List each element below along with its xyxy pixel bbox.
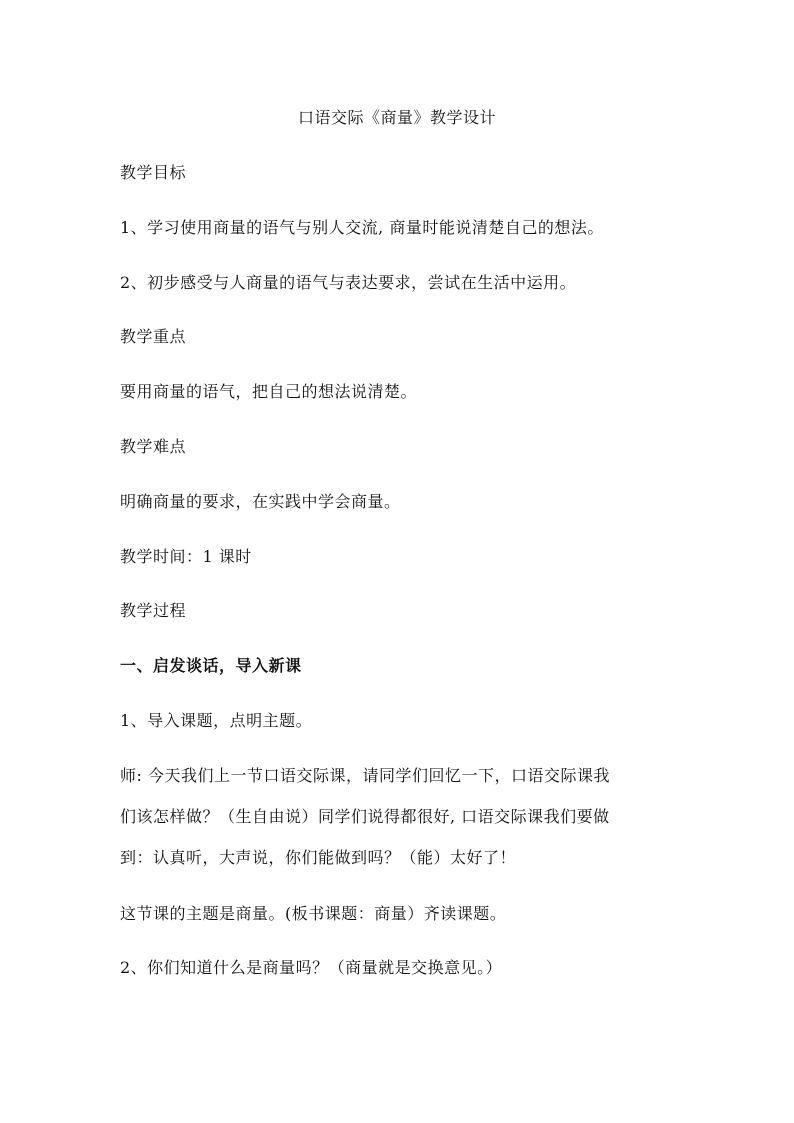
- paragraph: 要用商量的语气，把自己的想法说清楚。: [120, 382, 418, 401]
- section-heading-process: 教学过程: [120, 601, 187, 620]
- teaching-time: 教学时间：1 课时: [120, 547, 252, 566]
- paragraph: 1、导入课题，点明主题。: [120, 711, 313, 730]
- paragraph: 们该怎样做？（生自由说）同学们说得都很好, 口语交际课我们要做: [120, 807, 610, 826]
- paragraph: 1、学习使用商量的语气与别人交流, 商量时能说清楚自己的想法。: [120, 218, 604, 237]
- paragraph: 明确商量的要求，在实践中学会商量。: [120, 492, 401, 511]
- section-heading-objectives: 教学目标: [120, 163, 187, 182]
- paragraph: 师: 今天我们上一节口语交际课，请同学们回忆一下，口语交际课我: [120, 766, 610, 785]
- subsection-heading: 一、启发谈话，导入新课: [120, 656, 302, 675]
- document-title: 口语交际《商量》教学设计: [297, 108, 496, 127]
- paragraph: 2、初步感受与人商量的语气与表达要求，尝试在生活中运用。: [120, 273, 577, 292]
- paragraph: 到：认真听，大声说，你们能做到吗？（能）太好了！: [120, 848, 517, 867]
- section-heading-key-points: 教学重点: [120, 327, 187, 346]
- paragraph: 2、你们知道什么是商量吗？（商量就是交换意见。）: [120, 958, 503, 977]
- paragraph: 这节课的主题是商量。(板书课题：商量）齐读课题。: [120, 904, 507, 923]
- section-heading-difficulties: 教学难点: [120, 437, 187, 456]
